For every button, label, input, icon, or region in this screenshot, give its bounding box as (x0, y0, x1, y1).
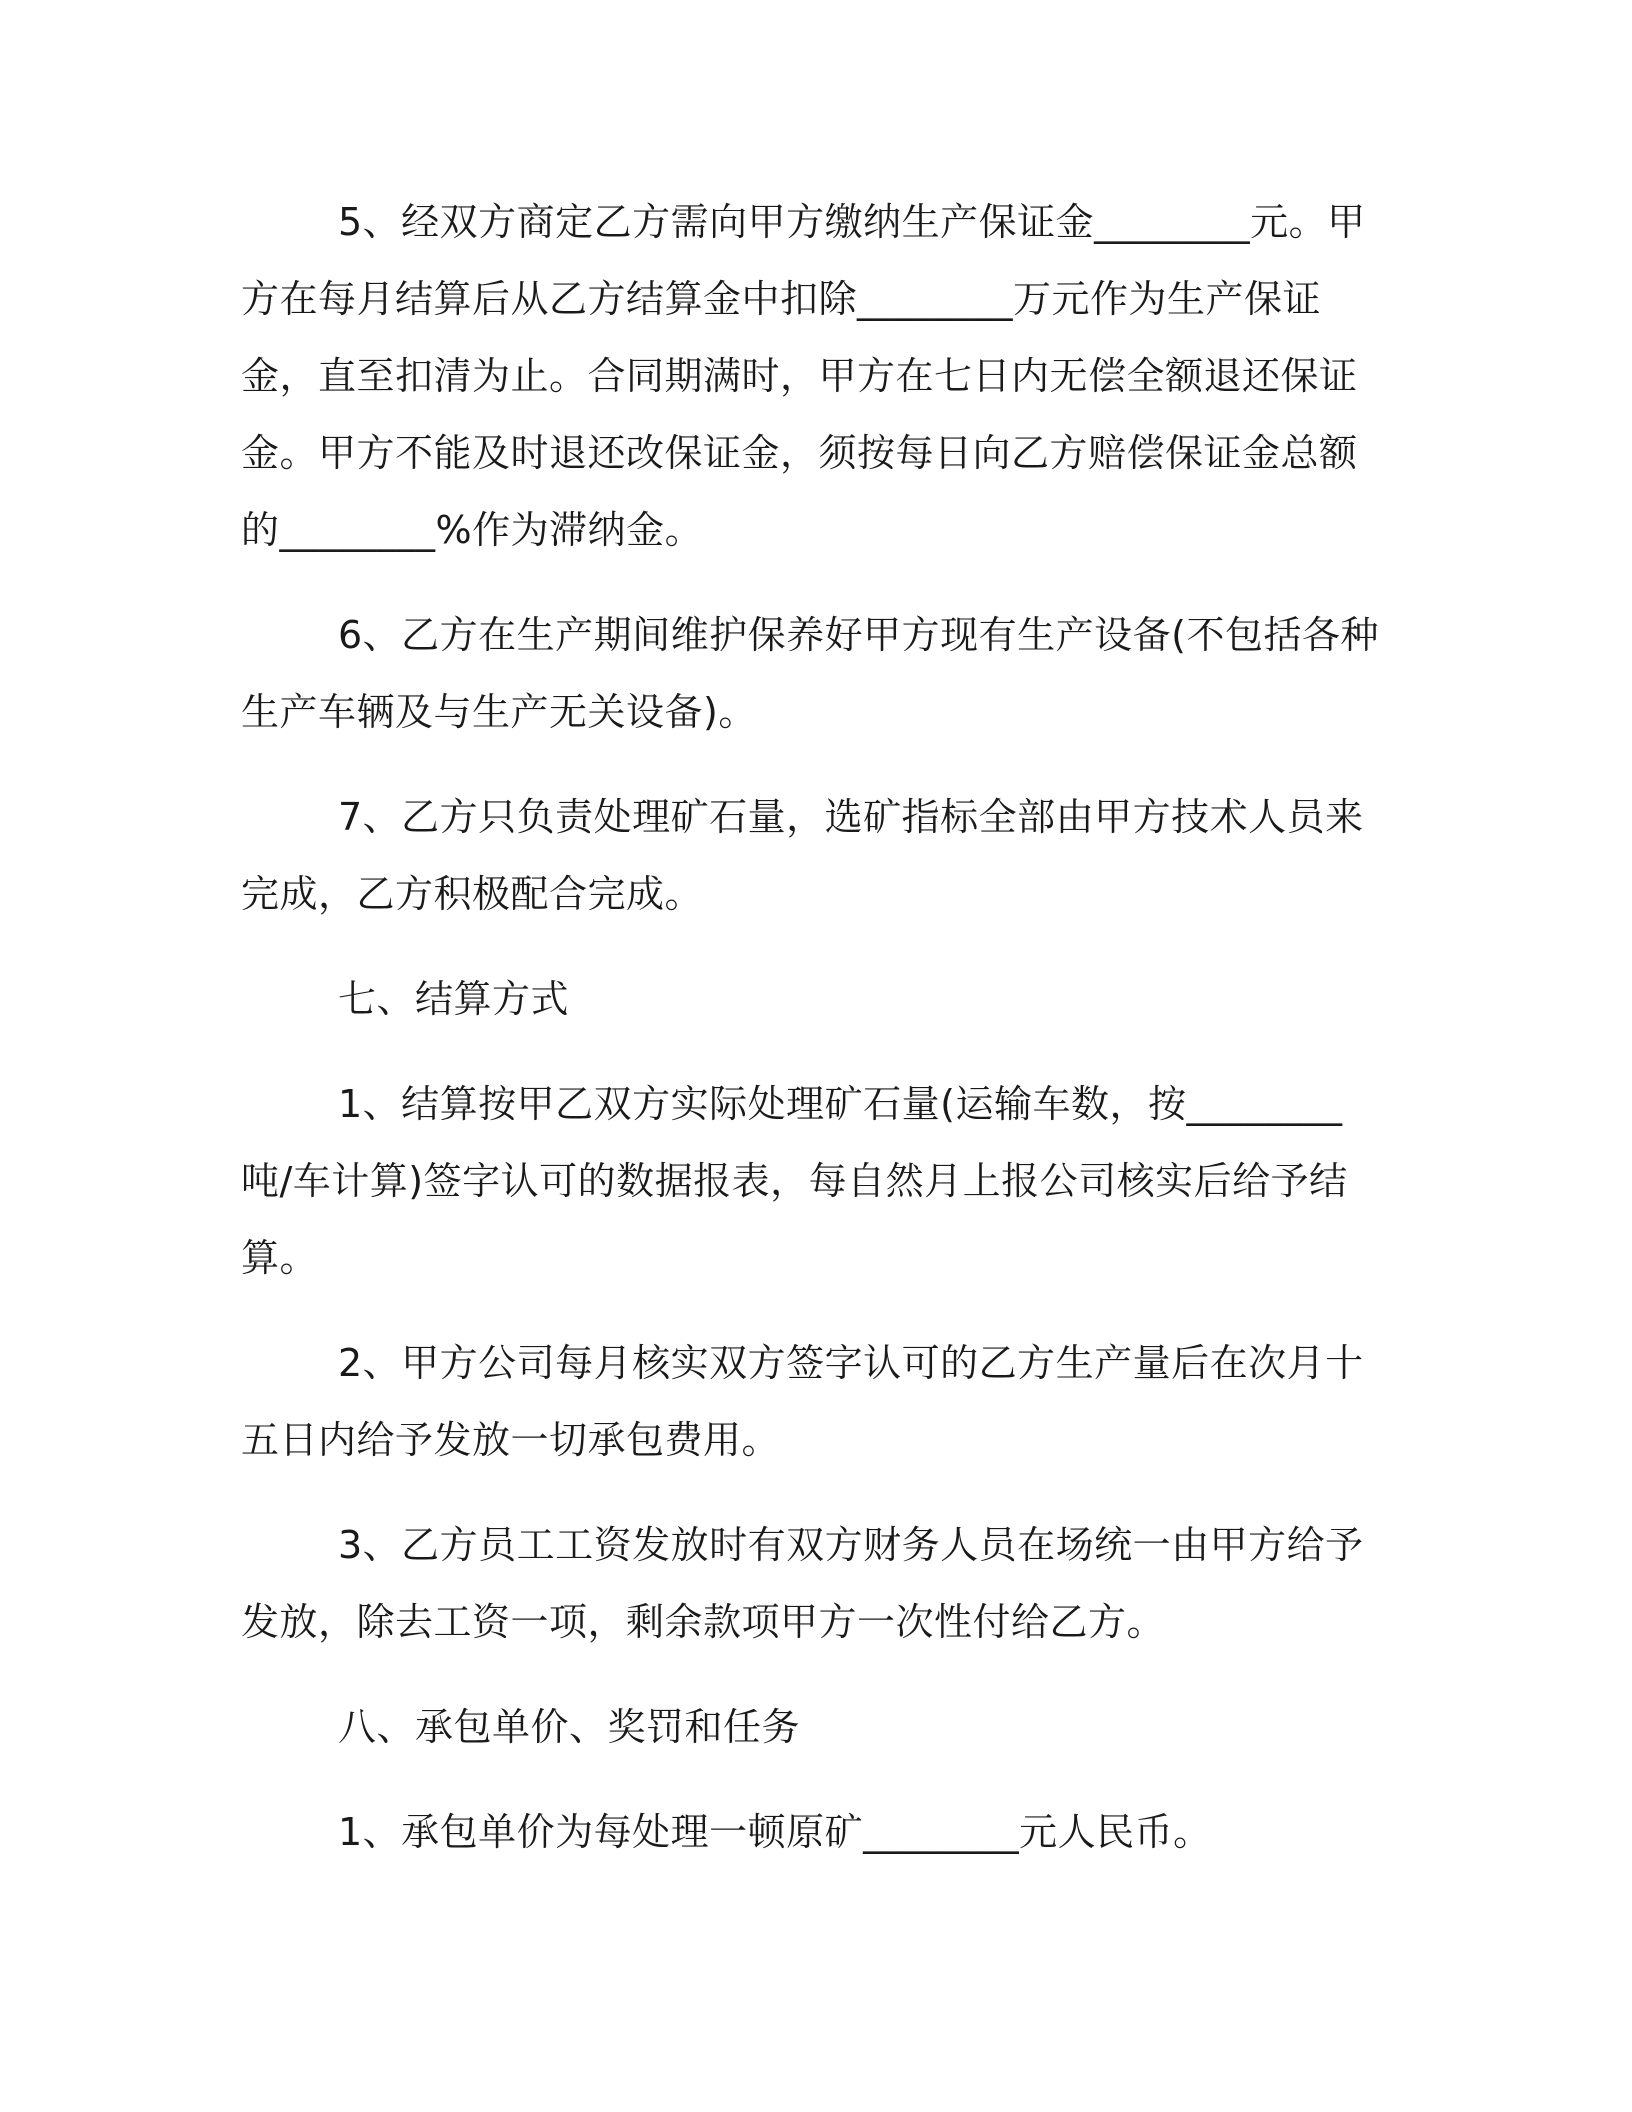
settlement-2-paragraph: 2、甲方公司每月核实双方签字认可的乙方生产量后在次月十五日内给予发放一切承包费用。 (241, 1341, 1364, 1462)
clause-7-paragraph: 7、乙方只负责处理矿石量，选矿指标全部由甲方技术人员来完成，乙方积极配合完成。 (241, 795, 1364, 916)
section-8-heading: 八、承包单价、奖罚和任务 (338, 1705, 801, 1749)
settlement-1-paragraph: 1、结算按甲乙双方实际处理矿石量(运输车数，按________吨/车计算)签字认可的数据报表，每自然月上报公司核实后给予结算。 (241, 1082, 1348, 1280)
document-body (241, 184, 1391, 1871)
clause-6-paragraph: 6、乙方在生产期间维护保养好甲方现有生产设备(不包括各种生产车辆及与生产无关设备)。 (241, 613, 1380, 734)
clause-5-paragraph: 5、经双方商定乙方需向甲方缴纳生产保证金________元。甲方在每月结算后从乙方结算金中扣除________万元作为生产保证金，直至扣清为止。合同期满时，甲方在七日内无偿全额退还保证金。甲方不能及时退还改保证金，须按每日向乙方赔偿保证金总额的________%作为滞纳金。 (241, 200, 1366, 552)
unit-price-paragraph: 1、承包单价为每处理一顿原矿________元人民币。 (338, 1810, 1212, 1854)
settlement-3-paragraph: 3、乙方员工工资发放时有双方财务人员在场统一由甲方给予发放，除去工资一项，剩余款项甲方一次性付给乙方。 (241, 1523, 1364, 1644)
section-7-heading: 七、结算方式 (338, 977, 570, 1021)
